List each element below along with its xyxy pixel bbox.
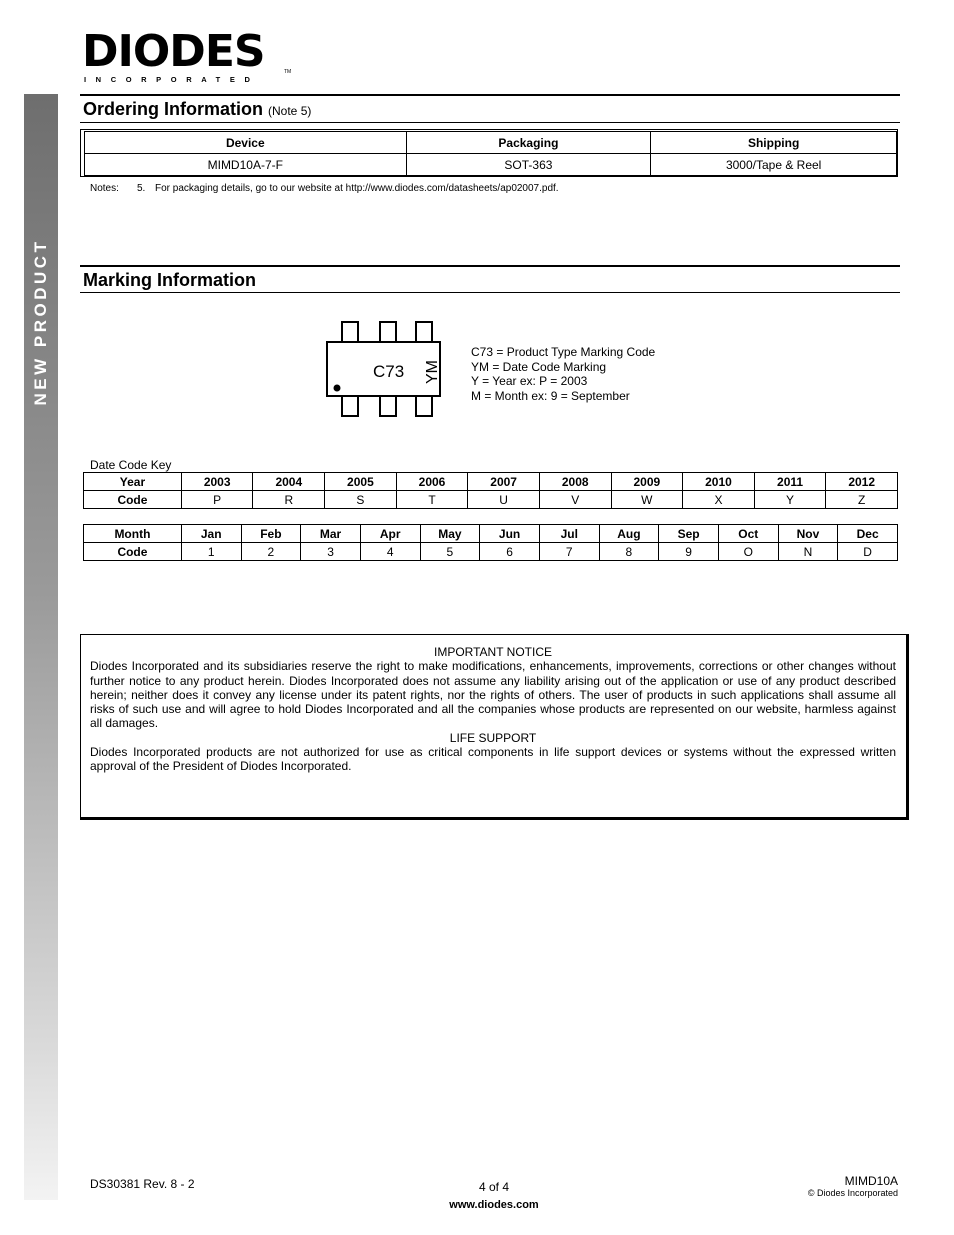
month-code-cell: 9 [659, 543, 719, 561]
marking-top-rule [80, 265, 900, 267]
month-cell: Jul [539, 525, 599, 543]
side-banner-label: NEW PRODUCT [31, 238, 50, 406]
ordering-note-ref: (Note 5) [268, 104, 312, 118]
table-row [85, 154, 897, 176]
year-code-cell: T [396, 491, 468, 509]
ordering-bottom-rule [80, 122, 900, 123]
year-cell: 2007 [468, 473, 540, 491]
year-code-cell: S [325, 491, 397, 509]
year-code-cell: W [611, 491, 683, 509]
ordering-header-packaging: Packaging [406, 132, 651, 154]
package-pin [342, 396, 358, 416]
ordering-notes [90, 183, 559, 194]
year-code-cell: Z [826, 491, 898, 509]
month-label: Month [84, 525, 182, 543]
ordering-cell-packaging: SOT-363 [406, 154, 651, 176]
ordering-cell-device: MIMD10A-7-F [85, 154, 407, 176]
package-pin [416, 396, 432, 416]
year-code-cell: U [468, 491, 540, 509]
ordering-header-shipping: Shipping [651, 132, 897, 154]
legend-line: YM = Date Code Marking [471, 359, 607, 374]
date-code-caption: Date Code Key [90, 458, 172, 472]
chip-date-code: YM [424, 360, 441, 384]
ordering-header-row [85, 132, 897, 154]
month-cell: Nov [778, 525, 838, 543]
year-label: Year [84, 473, 182, 491]
year-code-cell: R [253, 491, 325, 509]
footer-copyright: © Diodes Incorporated [807, 1188, 898, 1198]
table-row [84, 525, 898, 543]
month-cell: May [420, 525, 480, 543]
month-code-cell: 6 [480, 543, 540, 561]
footer-page-number: 4 of 4 [478, 1180, 510, 1194]
month-code-cell: 1 [181, 543, 241, 561]
notes-label: Notes: [90, 183, 119, 194]
month-code-cell: 7 [539, 543, 599, 561]
package-pin [416, 322, 432, 342]
pin1-dot [334, 385, 341, 392]
legend-line: C73 = Product Type Marking Code [471, 345, 656, 359]
month-code-cell: 8 [599, 543, 659, 561]
month-cell: Apr [360, 525, 420, 543]
year-cell: 2008 [539, 473, 611, 491]
logo-subtitle: INCORPORATED [84, 75, 260, 84]
ordering-cell-shipping: 3000/Tape & Reel [651, 154, 897, 176]
life-support-heading: LIFE SUPPORT [449, 730, 537, 745]
month-cell: Mar [301, 525, 361, 543]
legend-line: Y = Year ex: P = 2003 [471, 374, 588, 388]
note-text: For packaging details, go to our website at http://www.diodes.com/datasheets/ap02007.pdf. [155, 183, 559, 194]
year-cell: 2005 [325, 473, 397, 491]
marking-legend [471, 345, 655, 403]
year-cell: 2006 [396, 473, 468, 491]
month-code-cell: 4 [360, 543, 420, 561]
table-row [84, 473, 898, 491]
table-row [84, 543, 898, 561]
package-pin [380, 396, 396, 416]
package-pin [380, 322, 396, 342]
code-label: Code [84, 491, 182, 509]
year-code-cell: P [181, 491, 253, 509]
year-cell: 2009 [611, 473, 683, 491]
ordering-header-device: Device [85, 132, 407, 154]
year-cell: 2012 [826, 473, 898, 491]
ordering-title-text: Ordering Information [83, 99, 263, 119]
important-notice-box [80, 634, 909, 820]
footer-part-number: MIMD10A [844, 1174, 898, 1188]
month-code-cell: 3 [301, 543, 361, 561]
marking-bottom-rule [80, 292, 900, 293]
marking-title: Marking Information [83, 270, 257, 290]
table-row [84, 491, 898, 509]
chip-marking-code: C73 [373, 362, 405, 381]
month-code-cell: 2 [241, 543, 301, 561]
month-cell: Jun [480, 525, 540, 543]
year-cell: 2003 [181, 473, 253, 491]
sot363-package-diagram [320, 316, 450, 422]
year-cell: 2010 [683, 473, 755, 491]
logo-wordmark: DIODES [82, 26, 265, 77]
month-code-table [83, 524, 898, 561]
note-number: 5. [137, 183, 146, 194]
footer-doc-number: DS30381 Rev. 8 - 2 [90, 1177, 195, 1191]
ordering-top-rule [80, 94, 900, 96]
month-cell: Jan [181, 525, 241, 543]
footer-website-link[interactable]: www.diodes.com [449, 1199, 539, 1211]
month-code-cell: D [838, 543, 898, 561]
month-code-cell: O [718, 543, 778, 561]
month-cell: Feb [241, 525, 301, 543]
year-code-cell: Y [754, 491, 826, 509]
year-code-cell: X [683, 491, 755, 509]
year-code-table [83, 472, 898, 509]
legend-line: M = Month ex: 9 = September [471, 388, 630, 403]
footer-part-info [808, 1174, 898, 1198]
month-code-cell: N [778, 543, 838, 561]
month-cell: Aug [599, 525, 659, 543]
month-code-cell: 5 [420, 543, 480, 561]
month-cell: Sep [659, 525, 719, 543]
month-cell: Oct [718, 525, 778, 543]
year-cell: 2011 [754, 473, 826, 491]
notice-body: Diodes Incorporated and its subsidiaries reserve the right to make modifications, enhancements, improvements, corrections or other changes without further notice to any product herein. Diodes Incorporated does not assume any liability arising out of the application or use of any product described herein; neither does it convey any license under its patent rights, nor the rights of others. The user of products in such applications shall assume all risks of such use and will agree to hold Diodes Incorporated and all the companies whose products are represented on our website, harmless against all damages. [90, 659, 896, 731]
code-label: Code [84, 543, 182, 561]
month-cell: Dec [838, 525, 898, 543]
life-support-body: Diodes Incorporated products are not authorized for use as critical components in life support devices or systems without the expressed written approval of the President of Diodes Incorporated. [90, 745, 896, 774]
ordering-title [83, 99, 311, 120]
package-pin [342, 322, 358, 342]
diodes-logo [82, 26, 292, 84]
logo-trademark: TM [284, 69, 292, 75]
ordering-table [84, 131, 897, 176]
year-code-cell: V [539, 491, 611, 509]
year-cell: 2004 [253, 473, 325, 491]
notice-heading: IMPORTANT NOTICE [433, 645, 552, 659]
